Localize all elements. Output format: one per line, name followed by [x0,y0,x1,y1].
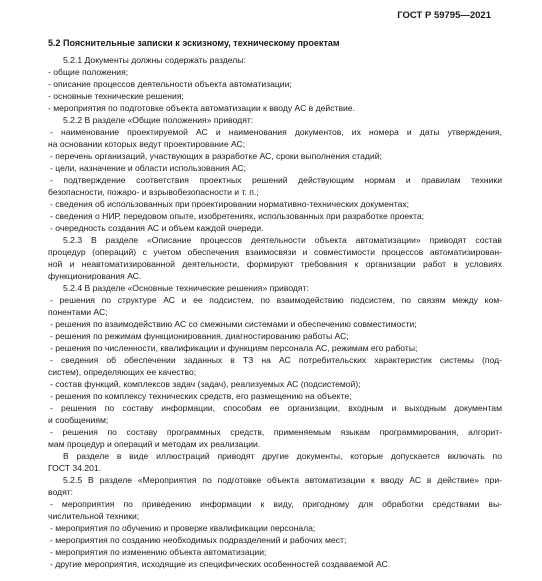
text-line: - решения по структуре АС и ее подсистем, по взаимодействию подсистем, по связям между ком- [50,295,502,305]
text-line: - решения по составу программных средств, применяемым языкам программирования, алгорит- [50,427,502,437]
text-line: - решения по взаимодействию АС со смежными системами и обеспечению совместимости; [50,319,417,329]
text-line: 5.2.3 В разделе «Описание процессов деятельности объекта автоматизации» приводят состав [63,235,502,245]
text-line: 5.2.4 В разделе «Основные технические решения» приводят: [63,283,309,293]
text-line: - решения по режимам функционирования, диагностированию работы АС; [50,331,349,341]
text-line: - мероприятия по изменению объекта автоматизации; [50,547,267,557]
text-line: мам процедур и операций и методам их реализации. [48,439,261,449]
text-line: - решения по численности, квалификации и функциям персонала АС, режимам его работы; [50,343,418,353]
text-line: - решения по комплексу технических средств, его размещению на объекте; [50,391,352,401]
text-line: числительной техники; [48,511,140,521]
text-line: на основании которых ведут проектирование АС; [48,139,246,149]
text-line: понентами АС; [48,307,108,317]
text-line: - перечень организаций, участвующих в разработке АС, сроки выполнения стадий; [50,151,382,161]
text-line: - сведения о НИР, передовом опыте, изобретениях, использованных при разработке проекта; [50,211,425,221]
text-line: безопасности, пожаро- и взрывобезопасности и т. п.; [48,187,259,197]
text-line: систем), определяющих ее качество; [48,367,197,377]
text-line: - подтверждение соответствия проектных решений действующим нормам и правилам техники [50,175,502,185]
text-line: - общие положения; [48,67,129,77]
standard-header: ГОСТ Р 59795—2021 [397,10,491,21]
text-line: 5.2.2 В разделе «Общие положения» приводят: [63,115,254,125]
text-line: ной и неавтоматизированной деятельности, формируют требования к организации работ в условиях [48,259,502,269]
text-line: 5.2.5 В разделе «Мероприятия по подготовке объекта автоматизации к вводу АС в действие» при- [63,475,502,485]
text-line: 5.2.1 Документы должны содержать разделы: [63,55,246,65]
text-line: процедур (операций) с учетом обеспечения взаимосвязи и совместимости процессов автоматизирован- [48,247,502,257]
text-line: В разделе в виде иллюстраций приводят другие документы, которые допускается включать по [63,451,502,461]
text-line: - решения по составу информации, способам ее организации, входным и выходным документам [50,403,502,413]
text-line: и сообщениям; [48,415,109,425]
text-line: - описание процессов деятельности объекта автоматизации; [48,79,292,89]
text-line: - сведения об использованных при проектировании нормативно-технических документах; [50,199,410,209]
text-line: - мероприятия по созданию необходимых подразделений и рабочих мест; [50,535,347,545]
text-line: - другие мероприятия, исходящие из специфических особенностей создаваемой АС. [50,559,391,569]
text-line: функционирования АС. [48,271,142,281]
text-line: - мероприятия по приведению информации к виду, пригодному для обработки средствами вы- [50,499,502,509]
text-line: - наименование проектируемой АС и наименования документов, их номера и даты утверждения, [50,127,502,137]
section-heading: 5.2 Пояснительные записки к эскизному, техническому проектам [48,38,340,48]
text-line: - очередность создания АС и объем каждой очереди. [50,223,264,233]
text-line: водят: [48,487,74,497]
text-line: - мероприятия по подготовке объекта автоматизации к вводу АС в действие. [48,103,355,113]
text-line: - сведения об обеспечении заданных в ТЗ на АС потребительских характеристик системы (под- [50,355,502,365]
text-line: - основные технические решения; [48,91,184,101]
text-line: - мероприятия по обучению и проверке квалификации персонала; [50,523,316,533]
text-line: - состав функций, комплексов задач (задач), реализуемых АС (подсистемой); [50,379,361,389]
text-line: - цели, назначение и области использования АС; [50,163,246,173]
text-line: ГОСТ 34.201. [48,463,102,473]
